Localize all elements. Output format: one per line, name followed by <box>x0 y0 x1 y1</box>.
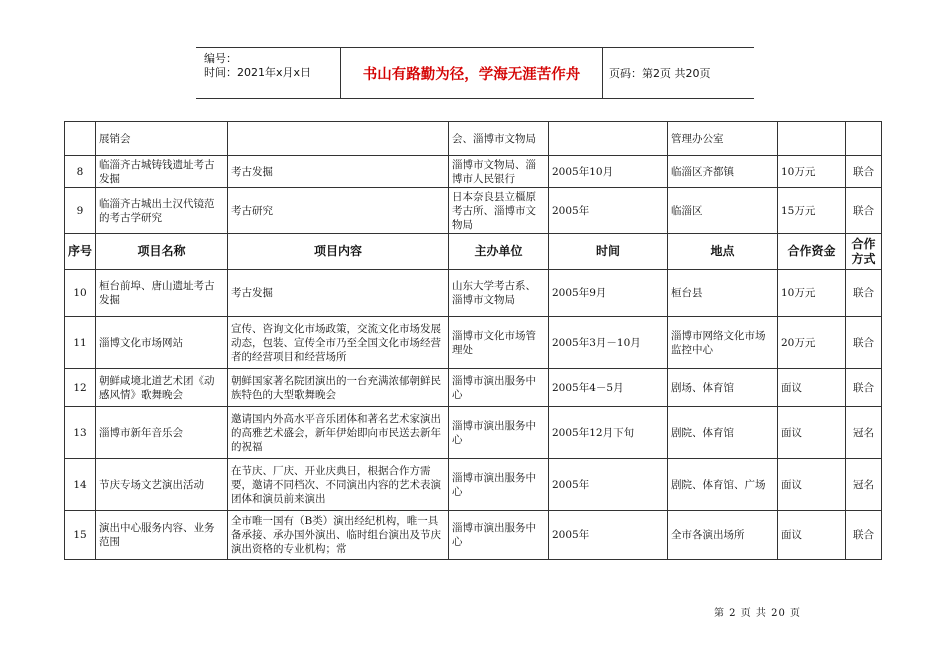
cell-name: 演出中心服务内容、业务范围 <box>96 511 228 560</box>
cell-host: 日本奈良县立橿原考古所、淄博市文物局 <box>449 188 549 234</box>
header-page-label: 页码：第2页 共20页 <box>609 67 711 80</box>
cell-fund <box>778 122 846 156</box>
cell-no: 13 <box>65 407 96 459</box>
header-meta <box>196 48 341 98</box>
cell-content: 宣传、咨询文化市场政策，交流文化市场发展动态，包装、宣传全市乃至全国文化市场经营者的经营项目和经营场所 <box>228 317 449 369</box>
cell-fund: 面议 <box>778 369 846 407</box>
cell-place: 剧院、体育馆 <box>668 407 778 459</box>
cell-name: 节庆专场文艺演出活动 <box>96 459 228 511</box>
cell-host: 淄博市演出服务中心 <box>449 369 549 407</box>
page-header <box>196 47 754 99</box>
cell-place: 桓台县 <box>668 270 778 317</box>
cell-fund: 面议 <box>778 511 846 560</box>
cell-no: 11 <box>65 317 96 369</box>
cell-place: 临淄区齐都镇 <box>668 156 778 188</box>
cell-name: 淄博文化市场网站 <box>96 317 228 369</box>
cell-name: 桓台前埠、唐山遗址考古发掘 <box>96 270 228 317</box>
cell-host: 淄博市文化市场管理处 <box>449 317 549 369</box>
cell-mode: 联合 <box>846 511 882 560</box>
cell-no: 12 <box>65 369 96 407</box>
column-header: 项目内容 <box>228 234 449 270</box>
cell-mode: 联合 <box>846 317 882 369</box>
table-row <box>65 459 882 511</box>
cell-name: 临淄齐古城铸钱遗址考古发掘 <box>96 156 228 188</box>
cell-content: 朝鲜国家著名院团演出的一台充满浓郁朝鲜民族特色的大型歌舞晚会 <box>228 369 449 407</box>
cell-fund: 面议 <box>778 407 846 459</box>
column-header: 项目名称 <box>96 234 228 270</box>
column-header: 合作资金 <box>778 234 846 270</box>
cell-place: 临淄区 <box>668 188 778 234</box>
cell-fund: 10万元 <box>778 270 846 317</box>
cell-mode: 冠名 <box>846 407 882 459</box>
cell-content <box>228 122 449 156</box>
cell-time: 2005年3月－10月 <box>549 317 668 369</box>
cell-host: 山东大学考古系、淄博市文物局 <box>449 270 549 317</box>
column-header: 地点 <box>668 234 778 270</box>
date-label: 时间：2021年x月x日 <box>204 66 312 79</box>
cell-host: 淄博市文物局、淄博市人民银行 <box>449 156 549 188</box>
number-label: 编号： <box>204 52 237 65</box>
cell-time: 2005年4－5月 <box>549 369 668 407</box>
cell-host: 会、淄博市文物局 <box>449 122 549 156</box>
cell-content: 考古发掘 <box>228 156 449 188</box>
cell-mode: 联合 <box>846 156 882 188</box>
cell-content: 在节庆、厂庆、开业庆典日，根据合作方需要，邀请不同档次、不同演出内容的艺术表演团体和演员前来演出 <box>228 459 449 511</box>
cell-name: 淄博市新年音乐会 <box>96 407 228 459</box>
project-table <box>64 121 882 560</box>
column-header: 主办单位 <box>449 234 549 270</box>
cell-time: 2005年 <box>549 459 668 511</box>
cell-no <box>65 122 96 156</box>
cell-fund: 10万元 <box>778 156 846 188</box>
cell-content: 全市唯一国有（B类）演出经纪机构，唯一具备承接、承办国外演出、临时组台演出及节庆演出资格的专业机构；常 <box>228 511 449 560</box>
cell-name: 展销会 <box>96 122 228 156</box>
cell-mode: 冠名 <box>846 459 882 511</box>
cell-place: 剧场、体育馆 <box>668 369 778 407</box>
cell-time: 2005年12月下旬 <box>549 407 668 459</box>
cell-name: 朝鲜咸境北道艺术团《动感风情》歌舞晚会 <box>96 369 228 407</box>
table-row <box>65 188 882 234</box>
cell-place: 剧院、体育馆、广场 <box>668 459 778 511</box>
table-header-row <box>65 234 882 270</box>
column-header: 合作方式 <box>846 234 882 270</box>
cell-mode: 联合 <box>846 270 882 317</box>
cell-time: 2005年 <box>549 511 668 560</box>
cell-no: 15 <box>65 511 96 560</box>
cell-content: 邀请国内外高水平音乐团体和著名艺术家演出的高雅艺术盛会，新年伊始即向市民送去新年的祝福 <box>228 407 449 459</box>
column-header: 时间 <box>549 234 668 270</box>
cell-no: 14 <box>65 459 96 511</box>
cell-mode: 联合 <box>846 188 882 234</box>
cell-name: 临淄齐古城出土汉代镜范的考古学研究 <box>96 188 228 234</box>
cell-place: 全市各演出场所 <box>668 511 778 560</box>
table-row <box>65 511 882 560</box>
cell-fund: 面议 <box>778 459 846 511</box>
table-row <box>65 270 882 317</box>
cell-time <box>549 122 668 156</box>
table-row <box>65 369 882 407</box>
column-header: 序号 <box>65 234 96 270</box>
cell-place: 管理办公室 <box>668 122 778 156</box>
cell-content: 考古研究 <box>228 188 449 234</box>
cell-host: 淄博市演出服务中心 <box>449 511 549 560</box>
cell-content: 考古发掘 <box>228 270 449 317</box>
table-row <box>65 156 882 188</box>
cell-host: 淄博市演出服务中心 <box>449 407 549 459</box>
cell-mode: 联合 <box>846 369 882 407</box>
cell-time: 2005年 <box>549 188 668 234</box>
cell-host: 淄博市演出服务中心 <box>449 459 549 511</box>
header-motto: 书山有路勤为径，学海无涯苦作舟 <box>341 48 603 98</box>
table-row <box>65 317 882 369</box>
cell-fund: 20万元 <box>778 317 846 369</box>
cell-fund: 15万元 <box>778 188 846 234</box>
cell-no: 8 <box>65 156 96 188</box>
cell-mode <box>846 122 882 156</box>
table-row <box>65 122 882 156</box>
page-footer: 第 2 页 共 20 页 <box>714 608 801 619</box>
cell-time: 2005年10月 <box>549 156 668 188</box>
cell-no: 9 <box>65 188 96 234</box>
cell-place: 淄博市网络文化市场监控中心 <box>668 317 778 369</box>
cell-time: 2005年9月 <box>549 270 668 317</box>
table-row <box>65 407 882 459</box>
cell-no: 10 <box>65 270 96 317</box>
